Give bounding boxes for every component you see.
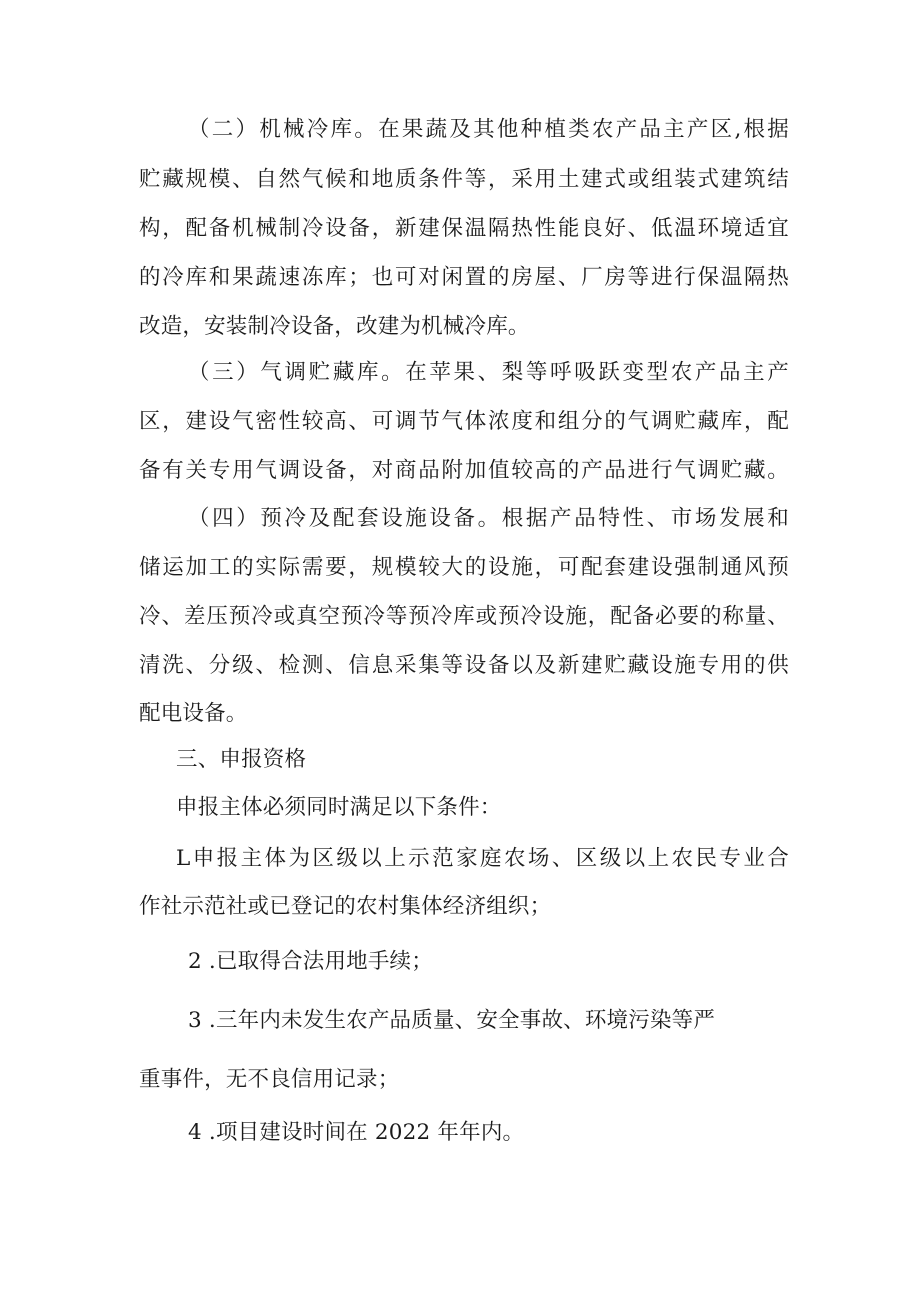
- paragraph-precooling-line-1: （四）预冷及配套设施设备。根据产品特性、市场发展和: [188, 506, 789, 531]
- list-item-3-line-1: 3 .三年内未发生农产品质量、安全事故、环境污染等严: [188, 1008, 716, 1033]
- paragraph-mechanical-cold-storage-line-3: 构，配备机械制冷设备，新建保温隔热性能良好、低温环境适宜: [139, 216, 789, 241]
- list-item-1-line-2: 作社示范社或已登记的农村集体经济组织；: [139, 894, 552, 919]
- paragraph-precooling-line-5: 配电设备。: [139, 701, 248, 726]
- paragraph-mechanical-cold-storage-line-1: （二）机械冷库。在果蔬及其他种植类农产品主产区,根据: [188, 117, 789, 142]
- paragraph-precooling-line-2: 储运加工的实际需要，规模较大的设施，可配套建设强制通风预: [139, 555, 789, 580]
- paragraph-mechanical-cold-storage-line-5: 改造，安装制冷设备，改建为机械冷库。: [139, 314, 530, 339]
- paragraph-controlled-atmosphere-line-3: 备有关专用气调设备，对商品附加值较高的产品进行气调贮藏。: [139, 458, 789, 483]
- paragraph-conditions-intro: 申报主体必须同时满足以下条件：: [176, 795, 502, 820]
- list-item-4: 4 .项目建设时间在 2022 年年内。: [188, 1120, 525, 1145]
- paragraph-mechanical-cold-storage-line-4: 的冷库和果蔬速冻库；也可对闲置的房屋、厂房等进行保温隔热: [139, 265, 789, 290]
- paragraph-mechanical-cold-storage-line-2: 贮藏规模、自然气候和地质条件等，采用土建式或组装式建筑结: [139, 167, 789, 192]
- paragraph-controlled-atmosphere-line-2: 区，建设气密性较高、可调节气体浓度和组分的气调贮藏库，配: [139, 409, 789, 434]
- list-item-1-line-1: L申报主体为区级以上示范家庭农场、区级以上农民专业合: [176, 846, 789, 871]
- section-heading-application-qualifications: 三、申报资格: [176, 747, 307, 772]
- list-item-3-line-2: 重事件，无不良信用记录；: [139, 1067, 400, 1092]
- paragraph-precooling-line-4: 清洗、分级、检测、信息采集等设备以及新建贮藏设施专用的供: [139, 653, 789, 678]
- list-item-2: 2 .已取得合法用地手续；: [188, 949, 433, 974]
- paragraph-precooling-line-3: 冷、差压预冷或真空预冷等预冷库或预冷设施，配备必要的称量、: [139, 604, 789, 629]
- paragraph-controlled-atmosphere-line-1: （三）气调贮藏库。在苹果、梨等呼吸跃变型农产品主产: [188, 360, 789, 385]
